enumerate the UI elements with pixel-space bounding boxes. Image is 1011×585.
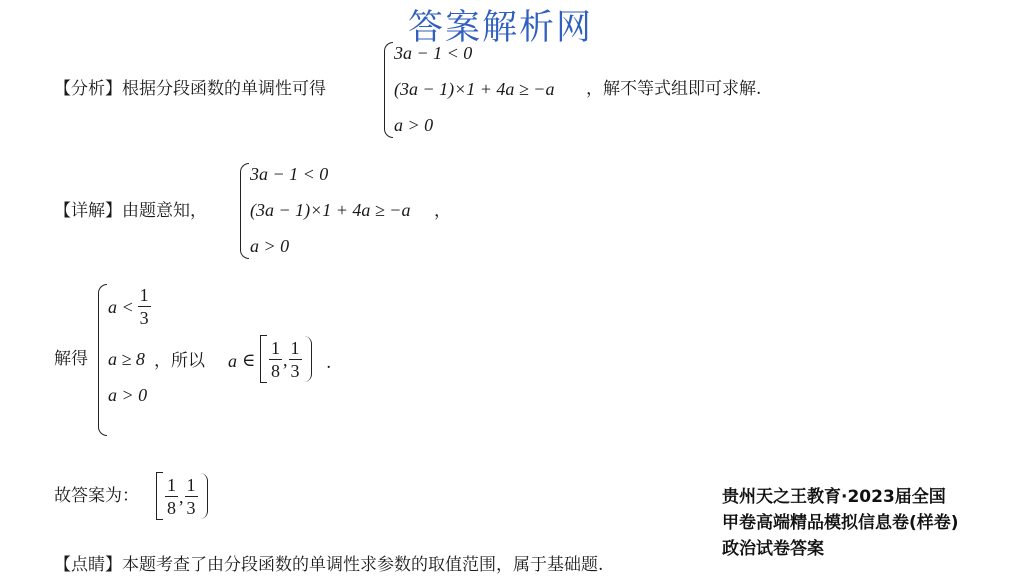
solve-row-2: a ≥ 8 xyxy=(108,349,145,369)
footer-line-1: 贵州天之王教育·2023届全国 xyxy=(722,487,946,507)
interval-comma: , xyxy=(179,487,184,507)
left-bracket xyxy=(260,335,267,383)
footer-line-3: 政治试卷答案 xyxy=(722,539,824,559)
solve-member: ∈ xyxy=(242,350,256,371)
solve-brace xyxy=(98,284,107,436)
analysis-ineq-2: (3a − 1)×1 + 4a ≥ −a xyxy=(394,79,555,99)
solve-row-1 xyxy=(108,284,151,329)
solve-row1-fraction xyxy=(138,284,151,329)
solve-prefix: 解得 xyxy=(54,349,88,369)
left-bracket xyxy=(156,472,163,520)
analysis-ineq-1: 3a − 1 < 0 xyxy=(394,43,473,63)
fraction-numerator: 1 xyxy=(186,474,196,495)
comment-line: 【点睛】本题考查了由分段函数的单调性求参数的取值范围，属于基础题. xyxy=(54,555,604,575)
analysis-ineq-3: a > 0 xyxy=(394,115,434,135)
solve-interval xyxy=(260,335,312,383)
answer-prefix: 故答案为： xyxy=(54,486,139,506)
detail-ineq-3: a > 0 xyxy=(250,236,290,256)
analysis-prefix: 【分析】根据分段函数的单调性可得 xyxy=(54,79,326,99)
fraction-denominator: 3 xyxy=(186,497,196,518)
solve-variable: a xyxy=(228,351,237,371)
fraction-denominator: 8 xyxy=(271,360,280,381)
watermark-text: 答案解析网 xyxy=(408,8,594,48)
detail-ineq-2: (3a − 1)×1 + 4a ≥ −a xyxy=(250,200,411,220)
detail-brace xyxy=(240,163,249,259)
detail-suffix: ， xyxy=(434,201,451,221)
solve-row-3: a > 0 xyxy=(108,385,148,405)
answer-interval xyxy=(156,472,208,520)
fraction-numerator: 1 xyxy=(167,474,176,495)
interval-lower xyxy=(165,474,178,519)
detail-ineq-1: 3a − 1 < 0 xyxy=(250,164,329,184)
detail-prefix: 【详解】由题意知， xyxy=(54,201,207,221)
footer-line-2: 甲卷高端精品模拟信息卷(样卷) xyxy=(722,513,959,533)
right-paren xyxy=(200,473,208,519)
right-paren xyxy=(304,336,312,382)
interval-upper xyxy=(185,474,198,519)
fraction-denominator: 3 xyxy=(290,360,300,381)
analysis-brace xyxy=(384,42,393,138)
analysis-suffix: ，解不等式组即可求解. xyxy=(586,79,762,99)
interval-comma: , xyxy=(283,350,288,370)
solve-row1-lhs: a < xyxy=(108,296,134,317)
footer-title xyxy=(722,484,959,562)
interval-upper xyxy=(289,337,302,382)
solve-middle: ，所以 xyxy=(154,351,205,371)
detail-system xyxy=(240,163,440,259)
fraction-denominator: 3 xyxy=(139,308,149,328)
solve-end: . xyxy=(326,353,332,373)
analysis-system xyxy=(384,42,584,138)
fraction-denominator: 8 xyxy=(167,497,176,518)
fraction-numerator: 1 xyxy=(290,337,300,358)
fraction-numerator: 1 xyxy=(139,285,149,305)
fraction-numerator: 1 xyxy=(271,337,280,358)
interval-lower xyxy=(269,337,282,382)
